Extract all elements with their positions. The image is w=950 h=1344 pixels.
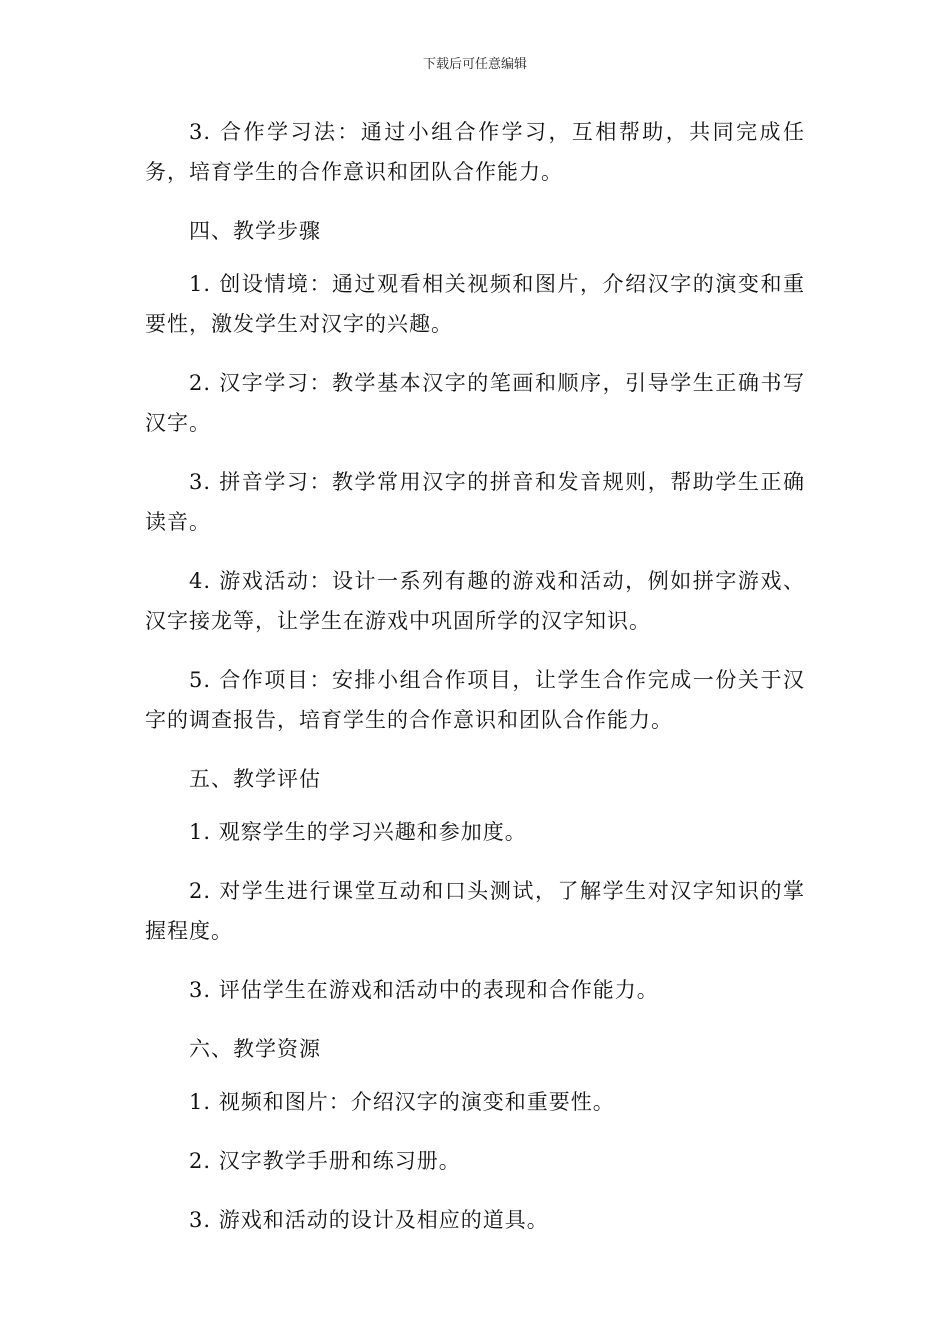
paragraph-step-games: 4. 游戏活动：设计一系列有趣的游戏和活动，例如拼字游戏、汉字接龙等，让学生在游戏中巩固所学的汉字知识。	[145, 569, 805, 633]
paragraph-evaluation-performance: 3. 评估学生在游戏和活动中的表现和合作能力。	[189, 978, 659, 1002]
document-body	[145, 112, 805, 1259]
paragraph-evaluation-test: 2. 对学生进行课堂互动和口头测试，了解学生对汉字知识的掌握程度。	[145, 879, 805, 943]
paragraph-cooperative-learning: 3. 合作学习法：通过小组合作学习，互相帮助，共同完成任务，培育学生的合作意识和团队合作能力。	[145, 120, 805, 184]
section-heading-evaluation: 五、教学评估	[189, 767, 321, 791]
paragraph-step-pinyin: 3. 拼音学习：教学常用汉字的拼音和发音规则，帮助学生正确读音。	[145, 470, 805, 534]
paragraph-step-characters: 2. 汉字学习：教学基本汉字的笔画和顺序，引导学生正确书写汉字。	[145, 371, 805, 435]
paragraph-resource-props: 3. 游戏和活动的设计及相应的道具。	[189, 1208, 549, 1232]
paragraph-step-project: 5. 合作项目：安排小组合作项目，让学生合作完成一份关于汉字的调查报告，培育学生的合作意识和团队合作能力。	[145, 668, 805, 732]
paragraph-resource-media: 1. 视频和图片：介绍汉字的演变和重要性。	[189, 1090, 615, 1114]
section-heading-resources: 六、教学资源	[189, 1037, 321, 1061]
page-header: 下载后可任意编辑	[422, 57, 527, 72]
paragraph-evaluation-observe: 1. 观察学生的学习兴趣和参加度。	[189, 820, 527, 844]
paragraph-resource-handbook: 2. 汉字教学手册和练习册。	[189, 1149, 461, 1173]
paragraph-step-scenario: 1. 创设情境：通过观看相关视频和图片，介绍汉字的演变和重要性，激发学生对汉字的兴趣。	[145, 272, 805, 336]
section-heading-teaching-steps: 四、教学步骤	[189, 219, 321, 243]
